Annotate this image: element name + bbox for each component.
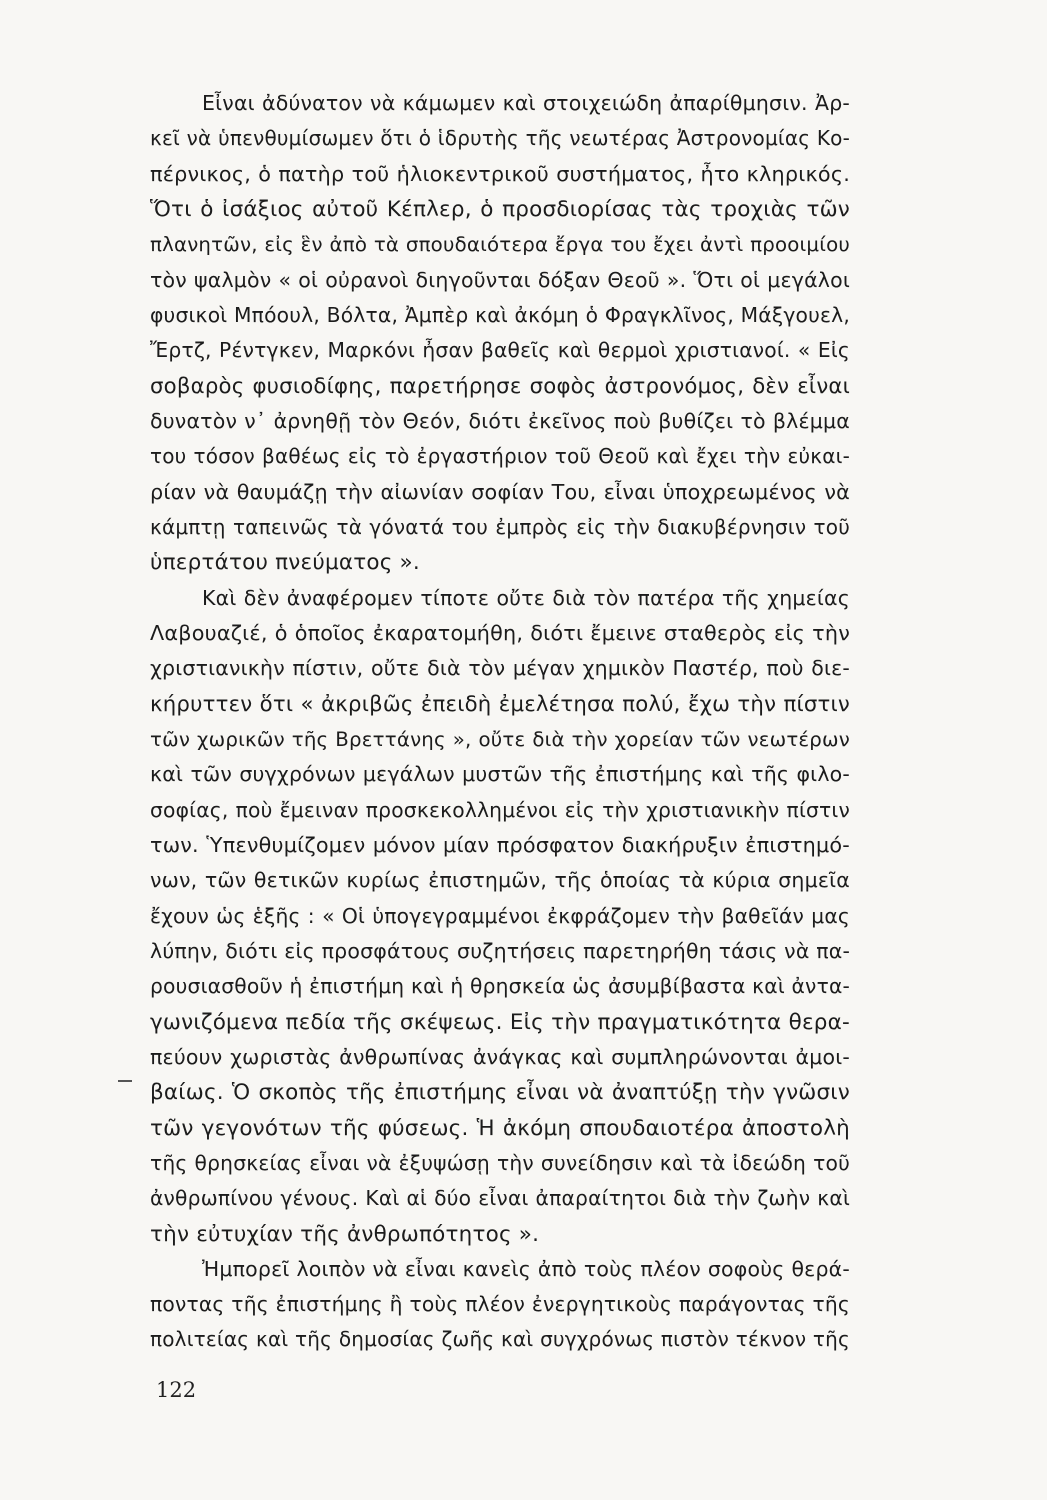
text-line: του τόσον βαθέως εἰς τὸ ἐργαστήριον τοῦ Θεοῦ καὶ ἔχει τὴν εὐκαι- (150, 444, 850, 469)
text-line: ὑπερτάτου πνεύματος ». (150, 550, 420, 576)
text-line: πέρνικος, ὁ πατὴρ τοῦ ἡλιοκεντρικοῦ συστήματος, ἦτο κληρικός. (150, 161, 850, 186)
text-line: πολιτείας καὶ τῆς δημοσίας ζωῆς καὶ συγχρόνως πιστὸν τέκνον τῆς (150, 1327, 850, 1352)
text-line: δυνατὸν ν᾽ ἀρνηθῇ τὸν Θεόν, διότι ἐκεῖνος ποὺ βυθίζει τὸ βλέμμα (150, 408, 850, 433)
text-line: τῶν γεγονότων τῆς φύσεως. Ἡ ἀκόμη σπουδαιοτέρα ἀποστολὴ (150, 1115, 850, 1141)
text-line: τῶν χωρικῶν τῆς Βρεττάνης », οὔτε διὰ τὴν χορείαν τῶν νεωτέρων (150, 727, 850, 751)
text-line: χριστιανικὴν πίστιν, οὔτε διὰ τὸν μέγαν χημικὸν Παστέρ, ποὺ διε- (150, 656, 850, 681)
text-line: ρουσιασθοῦν ἡ ἐπιστήμη καὶ ἡ θρησκεία ὡς ἀσυμβίβαστα καὶ ἀντα- (150, 974, 851, 999)
text-line: κάμπτῃ ταπεινῶς τὰ γόνατά του ἐμπρὸς εἰς τὴν διακυβέρνησιν τοῦ (150, 514, 850, 539)
text-line: ἀνθρωπίνου γένους. Καὶ αἱ δύο εἶναι ἀπαραίτητοι διὰ τὴν ζωὴν καὶ (150, 1186, 850, 1211)
text-line: νων, τῶν θετικῶν κυρίως ἐπιστημῶν, τῆς ὁποίας τὰ κύρια σημεῖα (150, 868, 850, 893)
text-line: Λαβουαζιέ, ὁ ὁποῖος ἐκαρατομήθη, διότι ἔμεινε σταθερὸς εἰς τὴν (150, 620, 850, 645)
text-line: σοβαρὸς φυσιοδίφης, παρετήρησε σοφὸς ἀστρονόμος, δὲν εἶναι (150, 373, 850, 399)
text-line: Εἶναι ἀδύνατον νὰ κάμωμεν καὶ στοιχειώδη ἀπαρίθμησιν. Ἀρ- (202, 91, 850, 115)
text-line: γωνιζόμενα πεδία τῆς σκέψεως. Εἰς τὴν πραγματικότητα θερα- (150, 1009, 850, 1035)
text-line: ἔχουν ὡς ἑξῆς : « Οἱ ὑπογεγραμμένοι ἐκφράζομεν τὴν βαθεῖάν μας (150, 903, 850, 928)
text-line: των. Ὑπενθυμίζομεν μόνον μίαν πρόσφατον διακήρυξιν ἐπιστημό- (150, 832, 850, 857)
text-line: καὶ τῶν συγχρόνων μεγάλων μυστῶν τῆς ἐπιστήμης καὶ τῆς φιλο- (150, 762, 850, 787)
body-text (150, 86, 850, 1358)
text-line: τὴν εὐτυχίαν τῆς ἀνθρωπότητος ». (150, 1221, 540, 1247)
text-line: λύπην, διότι εἰς προσφάτους συζητήσεις παρετηρήθη τάσις νὰ πα- (150, 938, 851, 963)
text-line: Καὶ δὲν ἀναφέρομεν τίποτε οὔτε διὰ τὸν πατέρα τῆς χημείας (202, 585, 850, 610)
text-line: πλανητῶν, εἰς ἓν ἀπὸ τὰ σπουδαιότερα ἔργα του ἔχει ἀντὶ προοιμίου (150, 233, 850, 257)
text-line: Ἔρτζ, Ρέντγκεν, Μαρκόνι ἦσαν βαθεῖς καὶ θερμοὶ χριστιανοί. « Εἰς (150, 338, 850, 363)
text-line: σοφίας, ποὺ ἔμειναν προσκεκολλημένοι εἰς τὴν χριστιανικὴν πίστιν (150, 797, 850, 822)
text-line: τῆς θρησκείας εἶναι νὰ ἐξυψώσῃ τὴν συνείδησιν καὶ τὰ ἰδεώδη τοῦ (150, 1150, 850, 1175)
text-line: κεῖ νὰ ὑπενθυμίσωμεν ὅτι ὁ ἱδρυτὴς τῆς νεωτέρας Ἀστρονομίας Κο- (150, 126, 850, 151)
text-line: ποντας τῆς ἐπιστήμης ἢ τοὺς πλέον ἐνεργητικοὺς παράγοντας τῆς (150, 1292, 850, 1317)
text-line: βαίως. Ὁ σκοπὸς τῆς ἐπιστήμης εἶναι νὰ ἀναπτύξῃ τὴν γνῶσιν (150, 1080, 850, 1106)
margin-pencil-mark (118, 1080, 132, 1082)
text-line: τὸν ψαλμὸν « οἱ οὐρανοὶ διηγοῦνται δόξαν Θεοῦ ». Ὅτι οἱ μεγάλοι (150, 267, 850, 292)
text-line: κήρυττεν ὅτι « ἀκριβῶς ἐπειδὴ ἐμελέτησα πολύ, ἔχω τὴν πίστιν (150, 691, 850, 717)
text-line: πεύουν χωριστὰς ἀνθρωπίνας ἀνάγκας καὶ συμπληρώνονται ἀμοι- (150, 1044, 850, 1069)
page-number: 122 (156, 1378, 197, 1402)
text-line: Ὅτι ὁ ἰσάξιος αὐτοῦ Κέπλερ, ὁ προσδιορίσας τὰς τροχιὰς τῶν (150, 196, 850, 222)
text-line: Ἠμπορεῖ λοιπὸν νὰ εἶναι κανεὶς ἀπὸ τοὺς πλέον σοφοὺς θερά- (202, 1256, 850, 1281)
text-line: φυσικοὶ Μπόουλ, Βόλτα, Ἀμπὲρ καὶ ἀκόμη ὁ Φραγκλῖνος, Μάξγουελ, (150, 302, 850, 327)
text-line: ρίαν νὰ θαυμάζῃ τὴν αἰωνίαν σοφίαν Του, εἶναι ὑποχρεωμένος νὰ (150, 479, 850, 504)
